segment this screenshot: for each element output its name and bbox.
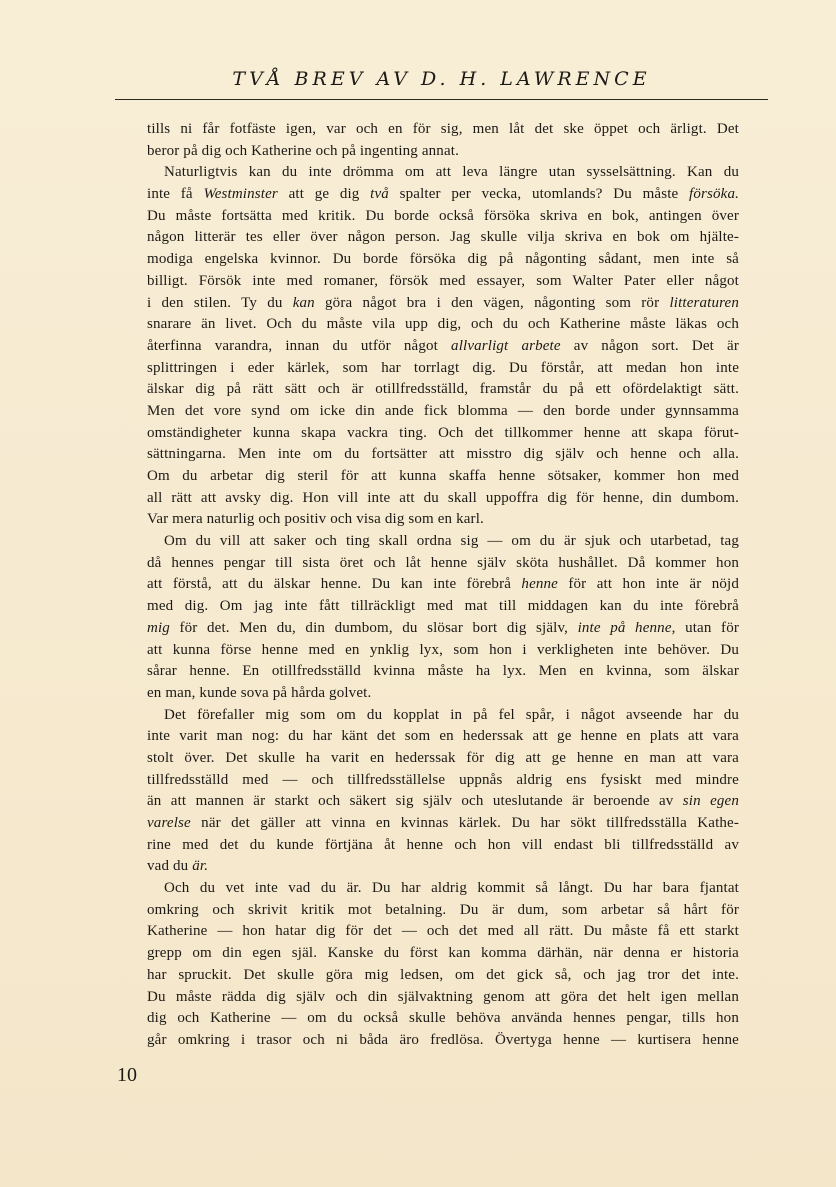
italic-phrase: allvarligt arbete bbox=[451, 337, 561, 354]
text-run: modiga engelska kvinnor. Du borde försöka dig på någonting sådant, men inte så bbox=[147, 251, 739, 268]
text-run: återfinna varandra, innan du utför något bbox=[147, 337, 452, 354]
italic-phrase: är. bbox=[192, 858, 209, 875]
text-run: snarare än livet. Och du måste vila upp dig, och du och Katherine måste läkas och bbox=[147, 316, 739, 333]
text-line bbox=[147, 748, 739, 770]
text-run: omständigheter kunna skapa vackra ting. Och det tillkommer henne att skapa förut- bbox=[147, 424, 739, 441]
text-run: att kunna förse henne med en ynklig lyx, som hon i verkligheten inte behöver. Du bbox=[147, 641, 739, 658]
text-run: Du måste fortsätta med kritik. Du borde också försöka skriva en bok, antingen över bbox=[147, 207, 739, 224]
text-run: tills ni får fotfäste igen, var och en för sig, men låt det ske öppet och ärligt. Det bbox=[147, 121, 739, 137]
text-run: i den stilen. Ty du bbox=[147, 294, 293, 311]
text-run: splittringen i eder kärlek, som har torrlagt dig. Du förstår, att medan hon inte bbox=[147, 359, 739, 376]
text-run: grepp om din egen själ. Kanske du först kan komma därhän, när denna er historia bbox=[147, 945, 739, 962]
text-line bbox=[147, 878, 739, 900]
text-run: att ge dig bbox=[277, 186, 371, 203]
text-line bbox=[147, 900, 739, 922]
text-line bbox=[147, 943, 739, 965]
text-line bbox=[147, 206, 739, 228]
text-run: billigt. Försök inte med romaner, försök med essayer, som Walter Pater eller något bbox=[147, 272, 739, 289]
text-line bbox=[147, 813, 739, 835]
text-run: när det gäller att vinna en kvinnas kärlek. Du har sökt tillfredsställa Kathe- bbox=[190, 815, 739, 831]
text-line bbox=[147, 921, 739, 943]
text-line bbox=[147, 162, 739, 184]
text-line bbox=[147, 661, 739, 683]
text-run: en man, kunde sova på hårda golvet. bbox=[147, 684, 372, 701]
text-line bbox=[147, 618, 739, 640]
text-line bbox=[147, 271, 739, 293]
text-run: än att mannen är starkt och säkert sig själv och uteslutande är beroende av bbox=[147, 793, 683, 810]
text-line bbox=[147, 466, 739, 488]
header-rule bbox=[115, 99, 768, 100]
text-run: älskar dig på rätt sätt och är otillfredsställd, framstår du på ett ofördelaktigt sätt. bbox=[147, 381, 739, 398]
text-run: dig och Katherine — om du också skulle behöva använda hennes pengar, tills hon bbox=[147, 1010, 739, 1027]
text-run: Du måste rädda dig själv och din självaktning genom att göra det helt igen mellan bbox=[147, 988, 739, 1005]
text-line bbox=[147, 444, 739, 466]
text-line bbox=[147, 640, 739, 662]
text-run: Och du vet inte vad du är. Du har aldrig kommit så långt. Du har bara fjantat bbox=[164, 880, 739, 897]
text-run: sättningarna. Men inte om du fortsätter att misstro dig själv och henne och alla. bbox=[147, 446, 739, 463]
text-run: inte få bbox=[147, 186, 204, 203]
text-run: utan för bbox=[675, 619, 739, 636]
text-run: sårar henne. En otillfredsställd kvinna måste ha lyx. Men en kvinna, som älskar bbox=[147, 663, 739, 680]
text-line bbox=[147, 770, 739, 792]
text-run: Men det vore synd om icke din ande fick blomma — den borde under gynnsamma bbox=[147, 402, 739, 419]
text-line bbox=[147, 987, 739, 1009]
text-line bbox=[147, 358, 739, 380]
italic-phrase: litteraturen bbox=[669, 294, 739, 311]
text-line bbox=[147, 249, 739, 271]
text-line bbox=[147, 184, 739, 206]
text-run: stolt över. Det skulle ha varit en hederssak för dig att ge henne en man att vara bbox=[147, 749, 739, 766]
text-run: all rätt att avsky dig. Hon vill inte att du skall uppoffra dig för henne, din dumbom. bbox=[147, 489, 739, 506]
text-line bbox=[147, 227, 739, 249]
text-line bbox=[147, 488, 739, 510]
text-line bbox=[147, 705, 739, 727]
text-line bbox=[147, 293, 739, 315]
text-line bbox=[147, 965, 739, 987]
text-line bbox=[147, 1030, 739, 1052]
text-run: Naturligtvis kan du inte drömma om att leva längre utan sysselsättning. Kan du bbox=[164, 164, 739, 181]
italic-phrase: Westminster bbox=[203, 186, 278, 203]
text-line bbox=[147, 314, 739, 336]
italic-phrase: mig bbox=[147, 619, 170, 636]
text-run: spalter per vecka, utomlands? Du måste bbox=[388, 186, 690, 203]
text-line bbox=[147, 141, 739, 163]
text-run: Om du vill att saker och ting skall ordna sig — om du är sjuk och utarbetad, tag bbox=[164, 533, 739, 550]
text-run: av någon sort. Det är bbox=[560, 337, 739, 354]
italic-phrase: inte på henne, bbox=[577, 619, 676, 636]
text-line bbox=[147, 119, 739, 141]
italic-phrase: försöka. bbox=[689, 186, 739, 203]
text-line bbox=[147, 835, 739, 857]
italic-phrase: sin egen bbox=[682, 793, 739, 810]
page-number: 10 bbox=[117, 1064, 137, 1086]
text-run: omkring och skrivit kritik mot betalning. Du är dum, som arbetar så hårt för bbox=[147, 901, 739, 918]
text-run: med dig. Om jag inte fått tillräckligt med mat till middagen kan du inte förebrå bbox=[147, 598, 739, 615]
italic-phrase: två bbox=[370, 186, 389, 203]
text-run: Om du arbetar dig steril för att kunna skaffa henne sötsaker, kommer hon med bbox=[147, 468, 739, 484]
text-run: för det. Men du, din dumbom, du slösar bort dig själv, bbox=[169, 619, 578, 636]
body-text bbox=[147, 119, 739, 1052]
text-run: att förstå, att du älskar henne. Du kan inte förebrå bbox=[147, 576, 522, 593]
text-line bbox=[147, 683, 739, 705]
text-run: då hennes pengar till sista öret och låt henne själv sköta hushållet. Då kommer hon bbox=[147, 554, 739, 571]
text-line bbox=[147, 531, 739, 553]
italic-phrase: varelse bbox=[147, 815, 191, 831]
text-line bbox=[147, 726, 739, 748]
text-line bbox=[147, 423, 739, 445]
text-run: beror på dig och Katherine och på ingenting annat. bbox=[147, 142, 459, 159]
text-line bbox=[147, 791, 739, 813]
italic-phrase: henne bbox=[521, 576, 558, 593]
text-run: någon litterär tes eller över någon person. Jag skulle vilja skriva en bok om hjälte- bbox=[147, 229, 739, 246]
text-run: har spruckit. Det skulle göra mig ledsen, om det gick så, och jag tror det inte. bbox=[147, 966, 739, 983]
running-head: TVÅ BREV AV D. H. LAWRENCE bbox=[232, 68, 651, 90]
text-run: inte varit man nog: du har känt det som en hederssak att ge henne en plats att vara bbox=[147, 728, 739, 745]
text-run: går omkring i trasor och ni båda äro fredlösa. Övertyga henne — kurtisera henne bbox=[147, 1031, 739, 1048]
text-line bbox=[147, 596, 739, 618]
text-run: Katherine — hon hatar dig för det — och det med all rätt. Du måste få ett starkt bbox=[147, 923, 739, 940]
text-line bbox=[147, 856, 739, 878]
text-run: vad du bbox=[147, 858, 193, 875]
text-line bbox=[147, 553, 739, 575]
text-run: tillfredsställd med — och tillfredsställelse uppnås aldrig ens fysiskt med mindre bbox=[147, 771, 739, 788]
text-run: göra något bra i den vägen, någonting som rör bbox=[314, 294, 670, 311]
text-line bbox=[147, 379, 739, 401]
text-run: Var mera naturlig och positiv och visa dig som en karl. bbox=[147, 511, 484, 528]
text-line bbox=[147, 401, 739, 423]
text-run: för att hon inte är nöjd bbox=[558, 576, 739, 593]
text-line bbox=[147, 574, 739, 596]
text-line bbox=[147, 336, 739, 358]
text-run: rine med det du kunde förtjäna åt henne och hon vill endast bli tillfredsställd av bbox=[147, 836, 739, 853]
text-run: Det förefaller mig som om du kopplat in på fel spår, i något avseende har du bbox=[164, 706, 739, 723]
text-line bbox=[147, 1008, 739, 1030]
text-line bbox=[147, 509, 739, 531]
italic-phrase: kan bbox=[292, 294, 315, 311]
